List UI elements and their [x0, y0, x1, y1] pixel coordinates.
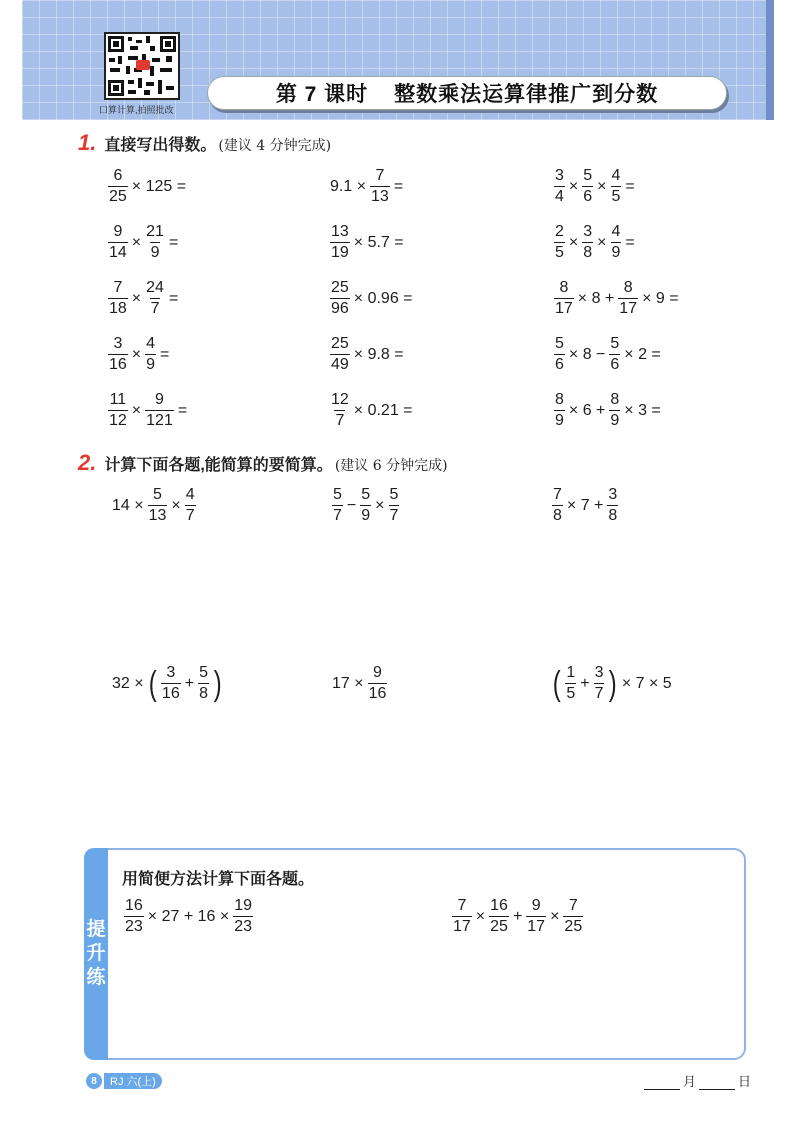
- denominator: 16: [161, 685, 180, 702]
- denominator: 13: [148, 507, 167, 524]
- section1-heading: [78, 130, 331, 156]
- fraction: [554, 280, 574, 317]
- fraction: [594, 665, 605, 702]
- denominator: 16: [368, 685, 387, 702]
- expr-term: =: [625, 177, 635, 195]
- numerator: 4: [611, 223, 621, 240]
- expr-term: =: [160, 345, 170, 363]
- denominator: 4: [555, 188, 564, 205]
- exercise-3-2: [328, 280, 415, 317]
- fraction: [554, 336, 565, 373]
- denominator: 17: [527, 918, 546, 935]
- expr-term: ×: [171, 496, 181, 514]
- expr-term: ×: [131, 345, 142, 363]
- numerator: 7: [113, 279, 123, 296]
- lesson-number: 第 7 课时: [275, 83, 369, 106]
- improve-problem-1: [122, 898, 255, 935]
- expr-term: =: [393, 177, 404, 195]
- denominator: 25: [564, 918, 583, 935]
- expr-term: =: [168, 233, 179, 251]
- exercise-1-2: [328, 168, 405, 205]
- expr-term: ×: [375, 496, 385, 514]
- expr-term: ×: [550, 907, 560, 925]
- expr-term: =: [177, 401, 188, 419]
- fraction: [609, 392, 620, 429]
- qr-caption: 口算计算,拍照批改: [99, 105, 174, 115]
- expr-term: ×: [131, 233, 142, 251]
- denominator: 8: [608, 507, 618, 524]
- denominator: 23: [125, 918, 143, 935]
- fraction: [330, 336, 350, 373]
- numerator: 2: [555, 223, 564, 240]
- numerator: 3: [583, 223, 593, 240]
- exercise-4-1: [106, 336, 171, 373]
- denominator: 25: [490, 918, 508, 935]
- expr-term: × 9 =: [642, 289, 679, 307]
- denominator: 9: [611, 244, 621, 261]
- improvement-tab-char: 提: [86, 919, 106, 941]
- lesson-title: 整数乘法运算律推广到分数: [394, 83, 659, 106]
- numerator: 4: [185, 486, 195, 503]
- calc-problem-1-3: [550, 487, 620, 524]
- fraction: [108, 224, 128, 261]
- fraction: [161, 665, 181, 702]
- expr-term: ×: [131, 289, 142, 307]
- expr-term: × 0.21 =: [353, 401, 413, 419]
- day-blank[interactable]: [699, 1076, 735, 1090]
- denominator: 6: [610, 356, 620, 373]
- parenthesis: ): [213, 664, 222, 703]
- expr-term: × 2 =: [624, 345, 661, 363]
- numerator: 11: [109, 391, 127, 408]
- parenthesis: (: [552, 664, 561, 703]
- expr-term: 17 ×: [332, 674, 364, 692]
- fraction: [611, 224, 622, 261]
- denominator: 5: [611, 188, 621, 205]
- numerator: 5: [389, 486, 399, 503]
- expr-term: × 125 =: [131, 177, 187, 195]
- expr-term: × 0.96 =: [353, 289, 413, 307]
- section2-instruction: 计算下面各题,能简算的要简算。: [104, 457, 333, 474]
- denominator: 9: [555, 412, 564, 429]
- parenthesis: ): [609, 664, 618, 703]
- fraction: [360, 487, 371, 524]
- improvement-tab-char: 升: [86, 943, 106, 965]
- expr-term: × 9.8 =: [353, 345, 404, 363]
- grade-tag: RJ 六(上): [104, 1073, 162, 1089]
- fraction: [554, 224, 565, 261]
- denominator: 17: [555, 300, 573, 317]
- numerator: 8: [559, 279, 569, 296]
- fraction: [582, 224, 593, 261]
- denominator: 18: [109, 300, 127, 317]
- numerator: 5: [333, 486, 342, 503]
- numerator: 3: [166, 664, 176, 681]
- section1-note: (建议 4 分钟完成): [218, 138, 332, 154]
- numerator: 6: [113, 167, 123, 184]
- numerator: 19: [234, 897, 252, 914]
- expr-term: =: [168, 289, 179, 307]
- expr-term: ×: [597, 177, 607, 195]
- exercise-4-3: [552, 336, 663, 373]
- fraction: [389, 487, 400, 524]
- expr-term: × 7 +: [566, 496, 604, 514]
- numerator: 4: [146, 335, 156, 352]
- numerator: 8: [555, 391, 564, 408]
- calc-problem-1-1: [110, 487, 198, 524]
- section2-number: 2.: [78, 450, 97, 475]
- denominator: 13: [371, 188, 389, 205]
- numerator: 24: [146, 279, 164, 296]
- numerator: 8: [623, 279, 633, 296]
- fraction: [198, 665, 209, 702]
- denominator: 14: [109, 244, 127, 261]
- expr-term: 14 ×: [112, 496, 144, 514]
- expr-term: × 5.7 =: [353, 233, 404, 251]
- exercise-5-1: [106, 392, 189, 429]
- expr-term: × 3 =: [624, 401, 661, 419]
- numerator: 5: [361, 486, 371, 503]
- fraction: [582, 168, 593, 205]
- day-label: 日: [738, 1074, 752, 1089]
- fraction: [609, 336, 620, 373]
- expr-term: ×: [131, 401, 142, 419]
- parenthesis: (: [148, 664, 157, 703]
- denominator: 7: [335, 412, 345, 429]
- numerator: 25: [331, 335, 349, 352]
- fraction: [330, 280, 350, 317]
- fraction: [554, 392, 565, 429]
- fraction: [108, 392, 128, 429]
- denominator: 9: [150, 244, 160, 261]
- denominator: 17: [453, 918, 471, 935]
- exercise-2-1: [106, 224, 180, 261]
- numerator: 5: [583, 167, 593, 184]
- fraction: [563, 898, 583, 935]
- fraction: [368, 665, 388, 702]
- numerator: 1: [566, 664, 576, 681]
- expr-term: ×: [568, 233, 579, 251]
- fraction: [108, 336, 128, 373]
- numerator: 9: [113, 223, 123, 240]
- fraction: [148, 487, 168, 524]
- denominator: 12: [109, 412, 127, 429]
- lesson-title-banner: [207, 76, 727, 110]
- numerator: 16: [125, 897, 143, 914]
- numerator: 7: [553, 486, 562, 503]
- numerator: 7: [568, 897, 578, 914]
- denominator: 5: [566, 685, 576, 702]
- numerator: 5: [610, 335, 620, 352]
- expr-term: 9.1 ×: [330, 177, 367, 195]
- calc-problem-2-2: [330, 665, 389, 702]
- fraction: [452, 898, 472, 935]
- expr-term: × 27 + 16 ×: [147, 907, 230, 925]
- expr-term: ×: [475, 907, 486, 925]
- fraction: [370, 168, 390, 205]
- fraction: [145, 336, 156, 373]
- fraction: [618, 280, 638, 317]
- numerator: 13: [331, 223, 349, 240]
- section2-note: (建议 6 分钟完成): [334, 458, 448, 474]
- denominator: 7: [333, 507, 342, 524]
- numerator: 3: [555, 167, 564, 184]
- expr-term: × 8 −: [568, 345, 606, 363]
- expr-term: +: [580, 674, 590, 692]
- fraction: [233, 898, 253, 935]
- improvement-tab-char: 练: [86, 966, 106, 988]
- fraction: [330, 392, 350, 429]
- fraction: [607, 487, 618, 524]
- section1-instruction: 直接写出得数。: [104, 137, 217, 154]
- denominator: 121: [146, 412, 173, 429]
- page-number: 8: [86, 1073, 102, 1089]
- expr-term: −: [346, 496, 357, 514]
- exercise-3-3: [552, 280, 681, 317]
- fraction: [554, 168, 565, 205]
- denominator: 8: [583, 244, 593, 261]
- exercise-4-2: [328, 336, 406, 373]
- exercise-1-3: [552, 168, 637, 205]
- denominator: 8: [553, 507, 562, 524]
- numerator: 5: [199, 664, 208, 681]
- numerator: 9: [373, 664, 382, 681]
- calc-problem-1-2: [330, 487, 401, 524]
- expr-term: +: [184, 674, 195, 692]
- denominator: 7: [150, 300, 160, 317]
- denominator: 7: [185, 507, 195, 524]
- section1-number: 1.: [78, 130, 97, 155]
- denominator: 6: [555, 356, 564, 373]
- numerator: 16: [490, 897, 508, 914]
- fraction: [124, 898, 144, 935]
- denominator: 5: [555, 244, 564, 261]
- calc-problem-2-1: [110, 665, 224, 702]
- numerator: 8: [610, 391, 620, 408]
- expr-term: +: [512, 907, 523, 925]
- denominator: 49: [331, 356, 349, 373]
- expr-term: 32 ×: [112, 674, 144, 692]
- denominator: 9: [146, 356, 156, 373]
- exercise-2-3: [552, 224, 637, 261]
- denominator: 19: [331, 244, 349, 261]
- fraction: [108, 280, 128, 317]
- exercise-5-3: [552, 392, 663, 429]
- qr-code[interactable]: [104, 32, 180, 100]
- fraction: [489, 898, 509, 935]
- denominator: 7: [594, 685, 604, 702]
- denominator: 96: [331, 300, 349, 317]
- denominator: 25: [109, 188, 127, 205]
- fraction: [332, 487, 343, 524]
- denominator: 23: [234, 918, 252, 935]
- denominator: 6: [583, 188, 593, 205]
- numerator: 3: [594, 664, 604, 681]
- denominator: 9: [610, 412, 620, 429]
- numerator: 7: [457, 897, 467, 914]
- exercise-2-2: [328, 224, 406, 261]
- numerator: 5: [555, 335, 564, 352]
- exercise-5-2: [328, 392, 415, 429]
- fraction: [145, 280, 165, 317]
- fraction: [185, 487, 196, 524]
- denominator: 16: [109, 356, 127, 373]
- expr-term: ×: [568, 177, 579, 195]
- numerator: 3: [113, 335, 123, 352]
- fraction: [108, 168, 128, 205]
- fraction: [145, 224, 165, 261]
- denominator: 8: [199, 685, 208, 702]
- numerator: 21: [146, 223, 164, 240]
- numerator: 9: [531, 897, 541, 914]
- fraction: [552, 487, 563, 524]
- expr-term: × 7 × 5: [621, 674, 672, 692]
- improve-problem-2: [450, 898, 585, 935]
- fraction: [565, 665, 576, 702]
- denominator: 17: [619, 300, 638, 317]
- numerator: 7: [375, 167, 385, 184]
- month-label: 月: [683, 1074, 697, 1089]
- numerator: 5: [153, 486, 162, 503]
- fraction: [330, 224, 350, 261]
- numerator: 25: [331, 279, 349, 296]
- month-blank[interactable]: [644, 1076, 680, 1090]
- section2-heading: [78, 450, 448, 476]
- improvement-instruction: 用简便方法计算下面各题。: [122, 871, 315, 888]
- fraction: [145, 392, 174, 429]
- expr-term: × 6 +: [568, 401, 606, 419]
- fraction: [526, 898, 546, 935]
- expr-term: ×: [597, 233, 607, 251]
- exercise-3-1: [106, 280, 180, 317]
- numerator: 9: [155, 391, 164, 408]
- calc-problem-2-3: [550, 665, 674, 702]
- expr-term: =: [625, 233, 635, 251]
- denominator: 9: [361, 507, 371, 524]
- improvement-tab: [84, 848, 108, 1060]
- numerator: 4: [611, 167, 621, 184]
- denominator: 7: [389, 507, 399, 524]
- exercise-1-1: [106, 168, 188, 205]
- fraction: [611, 168, 622, 205]
- numerator: 3: [608, 486, 618, 503]
- header-edge: [766, 0, 774, 120]
- expr-term: × 8 +: [577, 289, 615, 307]
- date-line: [644, 1071, 754, 1090]
- numerator: 12: [331, 391, 349, 408]
